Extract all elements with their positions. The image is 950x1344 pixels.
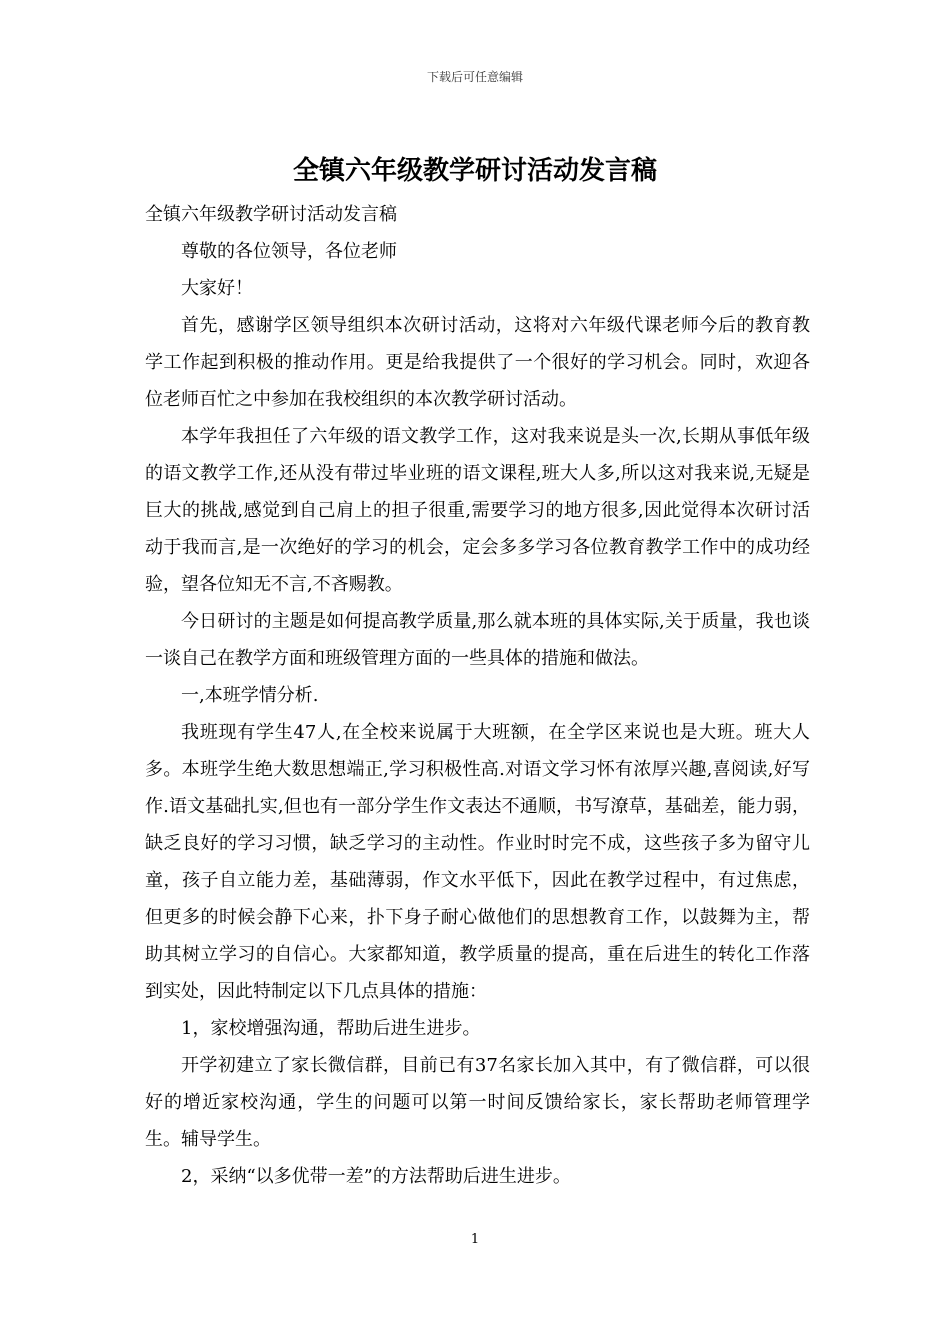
subtitle-line: 全镇六年级教学研讨活动发言稿 [145,204,397,225]
paragraph-salutation: 尊敬的各位领导，各位老师 [181,241,397,262]
measure-heading-1: 1，家校增强沟通，帮助后进生进步。 [181,1018,481,1039]
section-heading: 一,本班学情分析. [181,685,319,706]
document-title: 全镇六年级教学研讨活动发言稿 [292,156,657,186]
header-note: 下载后可任意编辑 [426,70,523,84]
page-number: 1 [470,1232,480,1247]
document-body [145,196,810,1195]
paragraph-greeting: 大家好！ [181,278,253,299]
paragraph-analysis: 我班现有学生47人,在全校来说属于大班额，在全学区来说也是大班。班大人多。本班学生绝大数思想端正,学习积极性高.对语文学习怀有浓厚兴趣,喜阅读,好写作.语文基础扎实,但也有一部分学生作文表达不通顺，书写潦草，基础差，能力弱，缺乏良好的学习习惯，缺乏学习的主动性。作业时时完不成，这些孩子多为留守儿童，孩子自立能力差，基础薄弱，作文水平低下，因此在教学过程中，有过焦虑，但更多的时候会静下心来，扑下身子耐心做他们的思想教育工作，以鼓舞为主，帮助其树立学习的自信心。大家都知道，教学质量的提高，重在后进生的转化工作落到实处，因此特制定以下几点具体的措施： [145,722,810,1002]
paragraph-measure-1: 开学初建立了家长微信群，目前已有37名家长加入其中，有了微信群，可以很好的增近家校沟通，学生的问题可以第一时间反馈给家长，家长帮助老师管理学生。辅导学生。 [145,1055,810,1150]
paragraph-role: 本学年我担任了六年级的语文教学工作，这对我来说是头一次,长期从事低年级的语文教学工作,还从没有带过毕业班的语文课程,班大人多,所以这对我来说,无疑是巨大的挑战,感觉到自己肩上的担子很重,需要学习的地方很多,因此觉得本次研讨活动于我而言,是一次绝好的学习的机会，定会多多学习各位教育教学工作中的成功经验，望各位知无不言,不吝赐教。 [145,426,810,595]
paragraph-theme: 今日研讨的主题是如何提高教学质量,那么就本班的具体实际,关于质量，我也谈一谈自己在教学方面和班级管理方面的一些具体的措施和做法。 [145,611,810,669]
paragraph-opening: 首先，感谢学区领导组织本次研讨活动，这将对六年级代课老师今后的教育教学工作起到积极的推动作用。更是给我提供了一个很好的学习机会。同时，欢迎各位老师百忙之中参加在我校组织的本次教学研讨活动。 [145,315,810,410]
measure-heading-2: 2，采纳“以多优带一差”的方法帮助后进生进步。 [181,1166,571,1187]
